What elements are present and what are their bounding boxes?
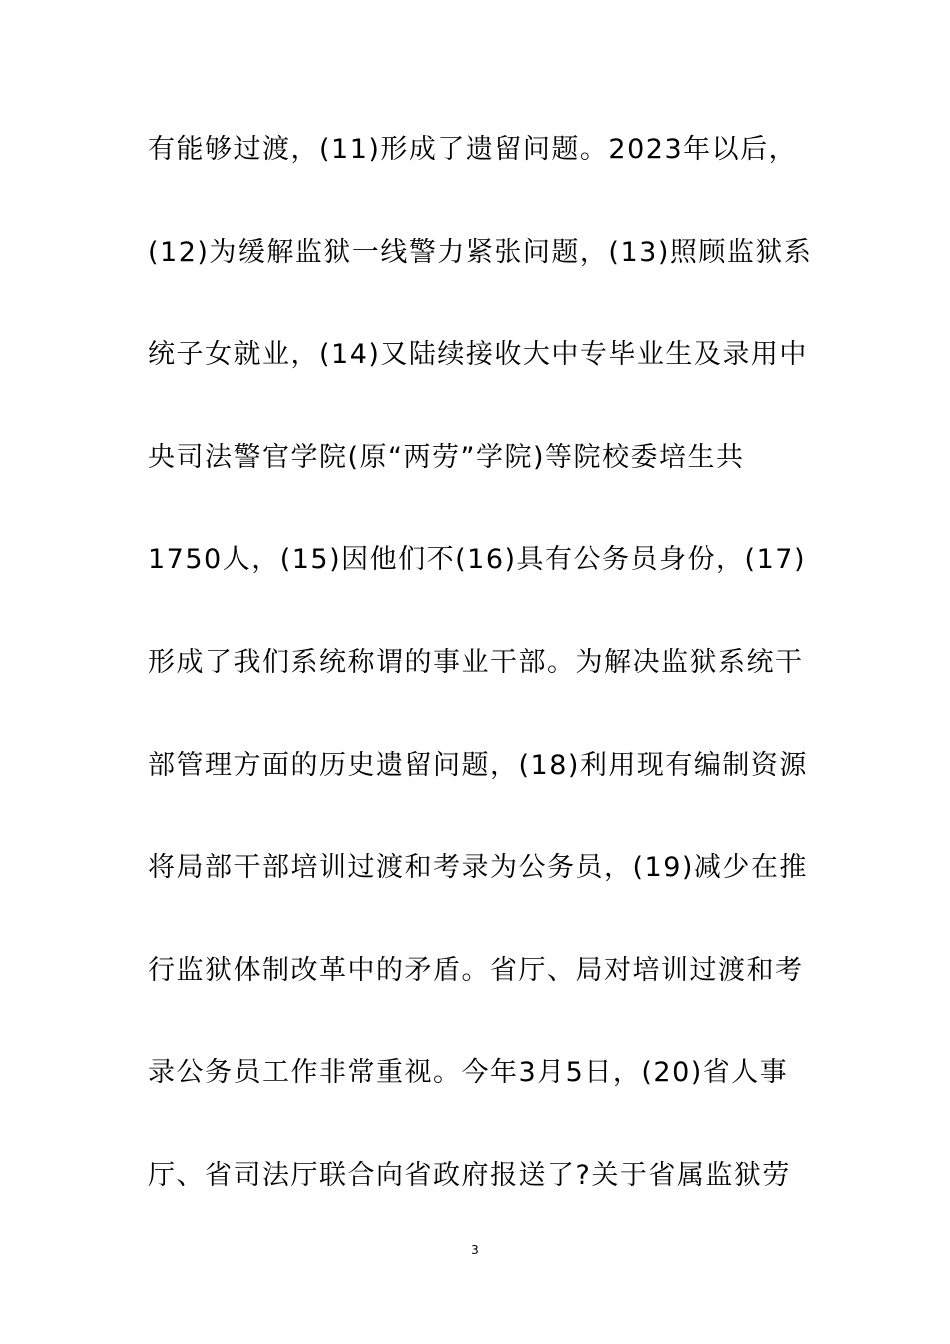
text-line-11: 厅、省司法厅联合向省政府报送了?关于省属监狱劳: [148, 1159, 791, 1191]
text-line-9: 行监狱体制改革中的矛盾。省厅、局对培训过渡和考: [148, 954, 804, 986]
body-text: [148, 128, 813, 1257]
text-line-5: 1750人，(15)因他们不(16)具有公务员身份，(17): [148, 544, 806, 576]
page-number: 3: [471, 1243, 479, 1257]
text-line-3: 统子女就业，(14)又陆续接收大中专毕业生及录用中: [148, 339, 808, 371]
text-line-1: 有能够过渡，(11)形成了遗留问题。2023年以后，: [148, 134, 798, 165]
text-line-4: 央司法警官学院(原“两劳”学院)等院校委培生共: [148, 441, 745, 473]
text-line-6: 形成了我们系统称谓的事业干部。为解决监狱系统干: [148, 646, 804, 678]
text-line-8: 将局部干部培训过渡和考录为公务员，(19)减少在推: [148, 852, 808, 884]
text-line-10: 录公务员工作非常重视。今年3月5日，(20)省人事: [148, 1057, 789, 1089]
text-line-7: 部管理方面的历史遗留问题，(18)利用现有编制资源: [148, 749, 808, 781]
text-line-2: (12)为缓解监狱一线警力紧张问题，(13)照顾监狱系: [148, 236, 813, 268]
